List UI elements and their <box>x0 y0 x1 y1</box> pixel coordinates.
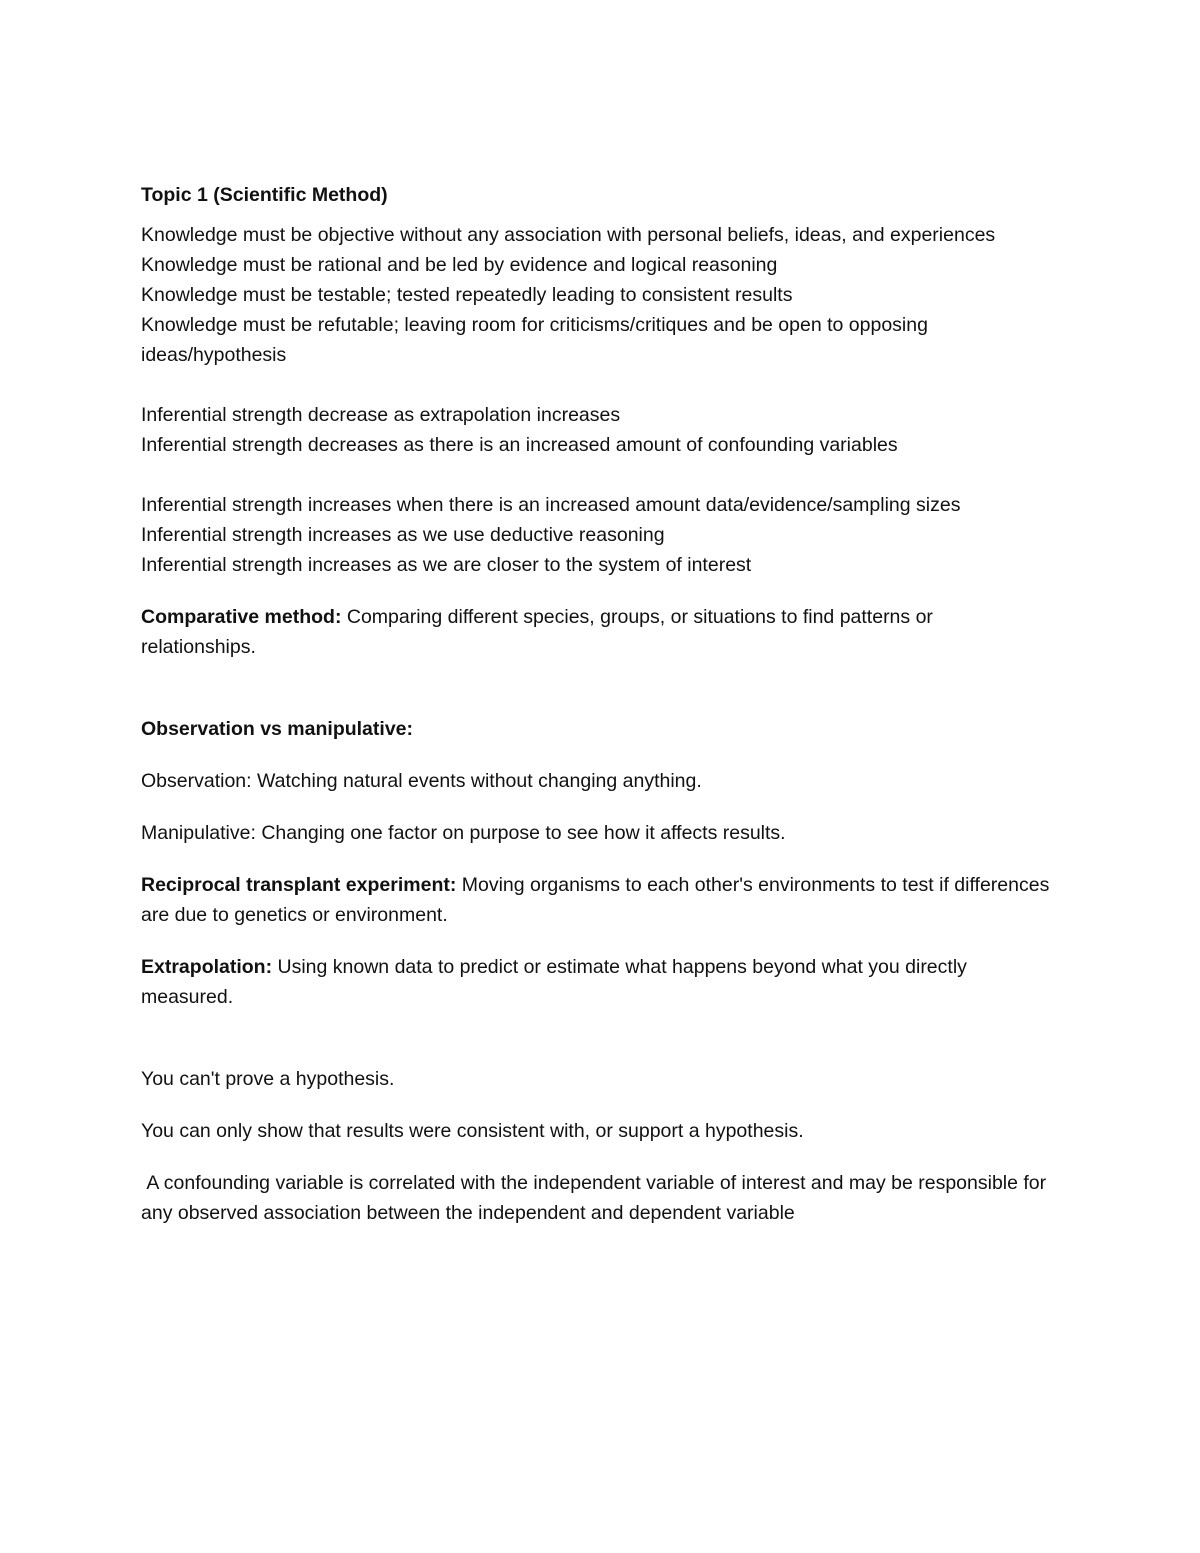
inferential-increase-data: Inferential strength increases when there is an increased amount data/evidence/sampling sizes <box>141 494 961 516</box>
inferential-increase-deductive: Inferential strength increases as we use deductive reasoning <box>141 524 665 546</box>
can-only-show-statement: You can only show that results were consistent with, or support a hypothesis. <box>141 1120 804 1142</box>
blank-line <box>141 684 1051 714</box>
observation-vs-manipulative-heading: Observation vs manipulative: <box>141 718 414 740</box>
knowledge-line-objective: Knowledge must be objective without any association with personal beliefs, ideas, and experiences <box>141 224 996 246</box>
confounding-variable-definition: A confounding variable is correlated with the independent variable of interest and may be responsible for any observed association between the independent and dependent variable <box>141 1172 1052 1224</box>
blank-line <box>141 460 1051 490</box>
extrapolation-definition <box>141 952 1051 1012</box>
inferential-decrease-confounding: Inferential strength decreases as there is an increased amount of confounding variables <box>141 434 898 456</box>
comparative-method-definition <box>141 602 1051 662</box>
blank-line <box>141 370 1051 400</box>
observation-definition: Observation: Watching natural events without changing anything. <box>141 770 702 792</box>
document-body <box>141 180 1051 1228</box>
inferential-decrease-extrapolation: Inferential strength decrease as extrapolation increases <box>141 404 621 426</box>
knowledge-line-refutable: Knowledge must be refutable; leaving room for criticisms/critiques and be open to opposing ideas/hypothesis <box>141 314 928 366</box>
knowledge-line-testable: Knowledge must be testable; tested repeatedly leading to consistent results <box>141 284 793 306</box>
cant-prove-statement: You can't prove a hypothesis. <box>141 1068 395 1090</box>
reciprocal-transplant-definition <box>141 870 1051 930</box>
blank-line <box>141 1034 1051 1064</box>
knowledge-line-rational: Knowledge must be rational and be led by evidence and logical reasoning <box>141 254 778 276</box>
extrapolation-text: Using known data to predict or estimate what happens beyond what you directly measured. <box>141 956 967 1008</box>
document-title: Topic 1 (Scientific Method) <box>141 184 388 206</box>
inferential-increase-closer: Inferential strength increases as we are closer to the system of interest <box>141 554 752 576</box>
reciprocal-transplant-text: Moving organisms to each other's environments to test if differences are due to genetics or environment. <box>141 874 1050 926</box>
comparative-method-term: Comparative method: <box>141 606 342 628</box>
comparative-method-text: Comparing different species, groups, or situations to find patterns or relationships. <box>141 606 933 658</box>
manipulative-definition: Manipulative: Changing one factor on purpose to see how it affects results. <box>141 822 786 844</box>
reciprocal-transplant-term: Reciprocal transplant experiment: <box>141 874 457 896</box>
extrapolation-term: Extrapolation: <box>141 956 273 978</box>
